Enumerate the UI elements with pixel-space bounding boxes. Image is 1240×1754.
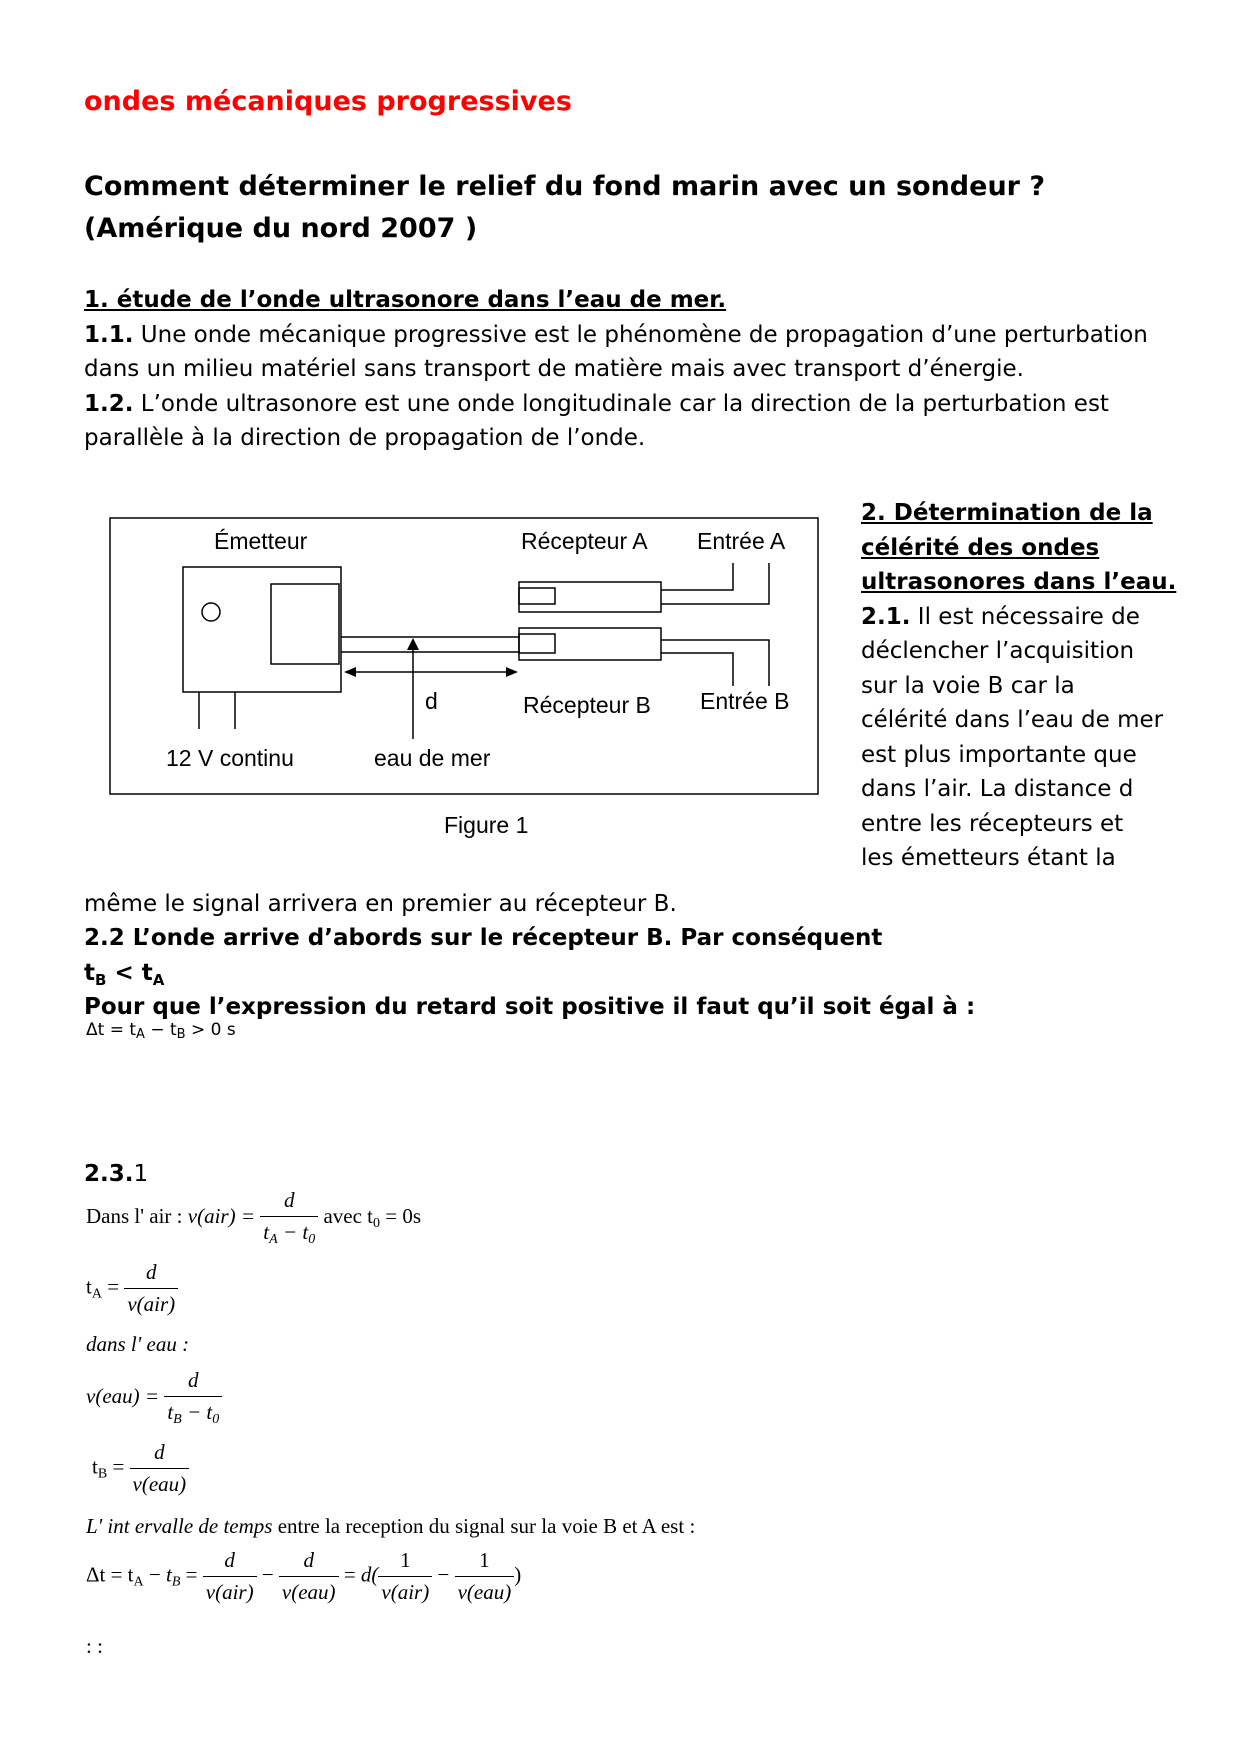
q21-l6: dans l’air. La distance d — [861, 776, 1134, 802]
eq-colons: : : — [86, 1634, 103, 1658]
q22-delta-equation: Δt = tA − tB > 0 s — [86, 1020, 236, 1042]
label-entree-a: Entrée A — [697, 528, 786, 554]
label-recepteur-b: Récepteur B — [523, 692, 651, 718]
label-alimentation: 12 V continu — [166, 745, 294, 771]
q11-number: 1.1. — [84, 322, 134, 348]
q21-number: 2.1. — [861, 603, 911, 630]
eq-tA: tA = $\frac{d}{\text{v(air)}}$ — [86, 1260, 178, 1317]
q21-l4: célérité dans l’eau de mer — [861, 707, 1164, 733]
q22-line3: Pour que l’expression du retard soit positive il faut qu’il soit égal à : — [84, 994, 976, 1020]
eq-v-air: Dans l' air : v(air) = $\frac{d}{tA - t0}$ avec t0 = 0s — [86, 1188, 421, 1247]
section2-heading-l2: célérité des ondes — [861, 534, 1100, 561]
q231-label: 2.3.1 — [84, 1161, 149, 1187]
section2-heading-l3: ultrasonores dans l’eau. — [861, 569, 1177, 595]
label-eau-de-mer: eau de mer — [374, 745, 491, 771]
emitter-transducer — [271, 584, 339, 664]
q21-l7: entre les récepteurs et — [861, 810, 1124, 837]
label-distance-d: d — [425, 688, 438, 714]
eq-v-eau: v(eau) = $\frac{d}{tB - t0}$ — [86, 1368, 222, 1428]
question-title: Comment déterminer le relief du fond marin avec un sondeur ? (Amérique du nord 2007 ) — [84, 171, 1046, 244]
emitter-led-icon — [202, 603, 220, 621]
figure-caption: Figure 1 — [444, 812, 529, 838]
q22-line1: 2.2 L’onde arrive d’abords sur le récepteur B. Par conséquent — [84, 925, 883, 951]
q21-l8: les émetteurs étant la — [861, 845, 1116, 871]
q11-line2: dans un milieu matériel sans transport de matière mais avec transport d’énergie. — [84, 356, 1024, 382]
eq-intervalle-text: L' int ervalle de temps entre la reception du signal sur la voie B et A est : — [86, 1514, 696, 1538]
q21-l3: sur la voie B car la — [861, 672, 1075, 699]
label-emetteur: Émetteur — [214, 528, 308, 554]
receiver-a-box — [519, 582, 661, 612]
q22-inequality: $t_B < t_A$ — [84, 960, 165, 989]
section2-heading-l1: 2. Détermination de la — [861, 500, 1153, 526]
q21-l5: est plus importante que — [861, 741, 1137, 768]
label-entree-b: Entrée B — [700, 688, 790, 714]
receiver-b-box — [519, 628, 661, 660]
q11-text1: Une onde mécanique progressive est le phénomène de propagation d’une perturbation — [133, 322, 1148, 348]
frac-d-over-tA-t0: $\frac{d}{tA - t0}$ — [260, 1188, 318, 1248]
section2-column — [861, 496, 1191, 876]
label-recepteur-a: Récepteur A — [521, 528, 648, 554]
emitter-box — [183, 567, 341, 692]
q12-number: 1.2. — [84, 391, 134, 417]
chapter-title: ondes mécaniques progressives — [84, 86, 572, 117]
eq-dans-eau: dans l' eau : — [86, 1332, 190, 1356]
eq-delta-t: Δt = tA − tB = $\frac{d}{\text{v(air)}}$ − $\frac{d}{\text{v(eau)}}$ = d( $\frac{1}{\text{v(air)}}$ − $\frac{1}{\text{v(eau)}}$ ) — [86, 1548, 522, 1604]
q21-l2: déclencher l’acquisition — [861, 638, 1135, 664]
figure-1-diagram — [0, 0, 860, 860]
section1-heading-text: 1. étude de l’onde ultrasonore dans l’eau de mer. — [84, 287, 727, 313]
q21-l9: même le signal arrivera en premier au récepteur B. — [84, 891, 677, 917]
q12-line2: parallèle à la direction de propagation de l’onde. — [84, 425, 646, 451]
eq-tB: tB = $\frac{d}{\text{v(eau)}}$ — [92, 1440, 189, 1497]
q12-text1: L’onde ultrasonore est une onde longitudinale car la direction de la perturbation est — [133, 391, 1109, 417]
q21-l1: Il est nécessaire de — [910, 603, 1140, 630]
